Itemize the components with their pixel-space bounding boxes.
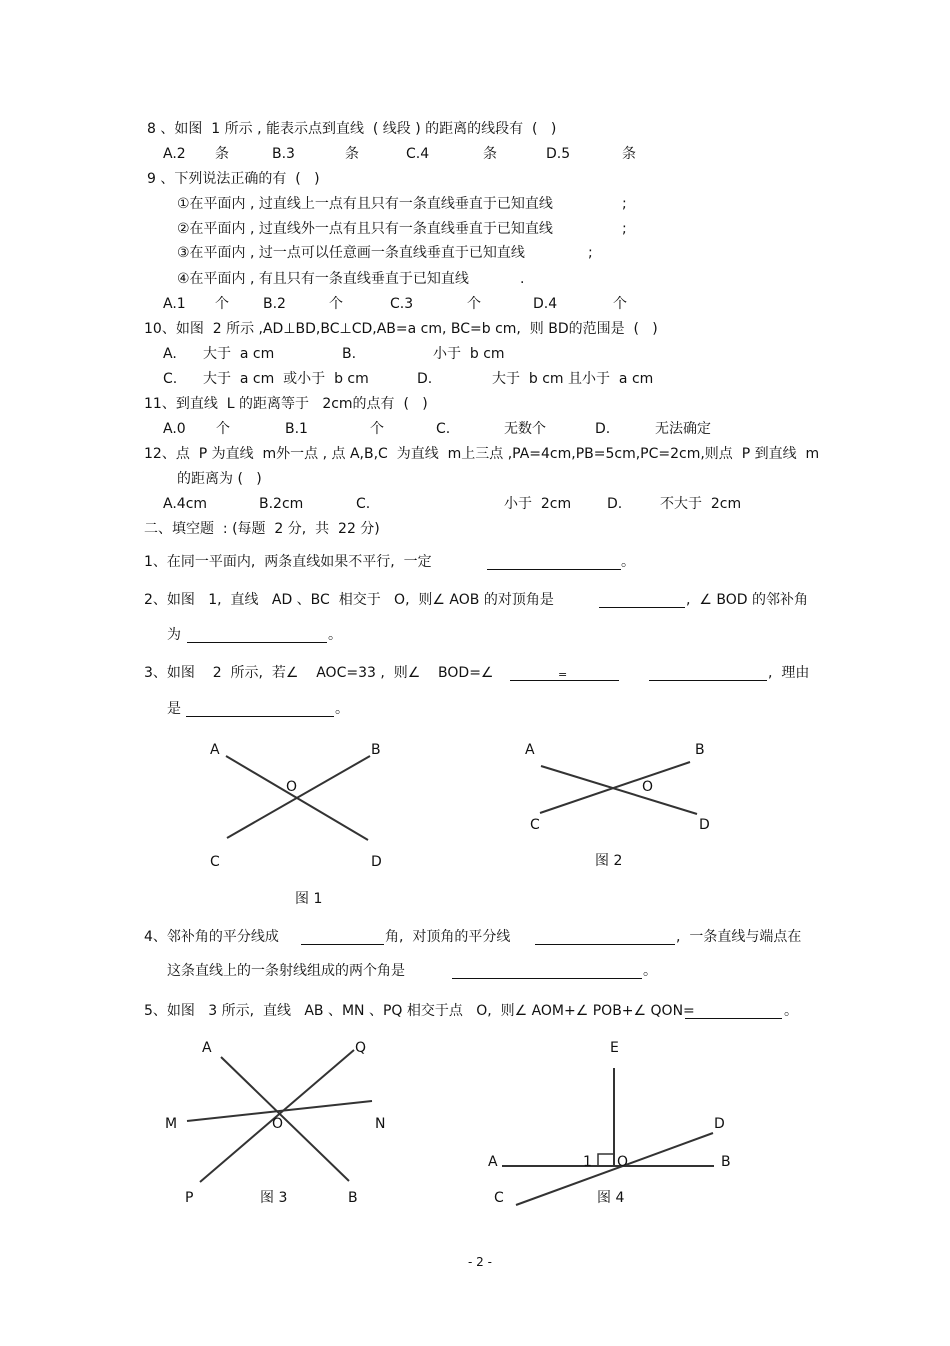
fig2-caption: 图 2 (595, 853, 623, 869)
fig1-label-d: D (371, 854, 382, 870)
q9-option-c: C.3 (390, 296, 414, 312)
q9-option-d: D.4 (533, 296, 558, 312)
fig1-label-a: A (210, 742, 220, 758)
section-title: 二、填空题 : (每题 2 分, 共 22 分) (144, 521, 380, 537)
fill4-line2: 这条直线上的一条射线组成的两个角是 (167, 963, 405, 979)
q11-option-b: B.1 (285, 421, 308, 437)
fig3-label-p: P (185, 1190, 194, 1206)
q8-option-c-unit: 条 (483, 146, 497, 162)
q9-option-b-unit: 个 (329, 296, 343, 312)
fill4-blank-1[interactable] (301, 943, 384, 945)
fig4-label-b: B (721, 1154, 731, 1170)
q12-option-b: B.2cm (259, 496, 304, 512)
fig3-label-n: N (375, 1116, 386, 1132)
q10-option-b-text: 小于 b cm (433, 346, 505, 362)
q9-statement-3-punct: ; (588, 245, 593, 261)
fill2-text: 2、如图 1, 直线 AD 、BC 相交于 O, 则∠ AOB 的对顶角是 (144, 592, 554, 608)
fig1-label-o: O (286, 779, 298, 795)
q12-stem-line1: 12、点 P 为直线 m外一点 , 点 A,B,C 为直线 m上三点 ,PA=4cm,PB=5cm,PC=2cm,则点 P 到直线 m (144, 446, 820, 462)
fig3-label-q: Q (355, 1040, 367, 1056)
q9-statement-2: ②在平面内 , 过直线外一点有且只有一条直线垂直于已知直线 (177, 221, 553, 237)
fig2-label-c: C (530, 817, 540, 833)
q12-option-c-text: 小于 2cm (504, 496, 572, 512)
fig1-caption: 图 1 (295, 891, 323, 907)
q10-option-b-letter: B. (342, 346, 357, 362)
q9-statement-2-punct: ; (622, 221, 627, 237)
fig1-label-c: C (210, 854, 220, 870)
fig4-label-c: C (494, 1190, 504, 1206)
q11-option-a-unit: 个 (216, 421, 230, 437)
fill5-text: 5、如图 3 所示, 直线 AB 、MN 、PQ 相交于点 O, 则∠ AOM+∠ POB+∠ QON= (144, 1003, 695, 1019)
fill4-end: 。 (643, 963, 657, 979)
q8-option-b-unit: 条 (345, 146, 359, 162)
q10-option-c-letter: C. (163, 371, 178, 387)
fig3-line-ab (221, 1057, 349, 1181)
q9-option-b: B.2 (263, 296, 286, 312)
q10-option-c-text: 大于 a cm 或小于 b cm (203, 371, 369, 387)
q10-option-d-letter: D. (417, 371, 433, 387)
q11-option-c-letter: C. (436, 421, 451, 437)
q8-stem: 8 、如图 1 所示 , 能表示点到直线 ( 线段 ) 的距离的线段有 ( ) (147, 121, 557, 137)
page-number: - 2 - (468, 1255, 492, 1269)
fill1-end: 。 (621, 554, 635, 570)
fill3-text: 3、如图 2 所示, 若∠ AOC=33 , 则∠ BOD=∠ (144, 665, 494, 681)
q12-option-a: A.4cm (163, 496, 208, 512)
q9-statement-1-punct: ; (622, 196, 627, 212)
fig2-label-a: A (525, 742, 535, 758)
fill4-blank-3[interactable] (452, 977, 642, 979)
q8-option-b: B.3 (272, 146, 295, 162)
q8-option-a-unit: 条 (215, 146, 229, 162)
fill4-mid2: , 一条直线与端点在 (676, 929, 802, 945)
q9-statement-3: ③在平面内 , 过一点可以任意画一条直线垂直于已知直线 (177, 245, 525, 261)
fill5-end: 。 (784, 1003, 798, 1019)
fig3-label-a: A (202, 1040, 212, 1056)
q9-option-c-unit: 个 (467, 296, 481, 312)
q9-option-d-unit: 个 (613, 296, 627, 312)
fig4-label-1: 1 (583, 1154, 592, 1170)
fill3-tail: , 理由 (768, 665, 810, 681)
fig3-caption: 图 3 (260, 1190, 288, 1206)
fill4-text: 4、邻补角的平分线成 (144, 929, 279, 945)
fig4-label-e: E (610, 1040, 619, 1056)
fill4-blank-2[interactable] (535, 943, 675, 945)
q9-statement-1: ①在平面内 , 过直线上一点有且只有一条直线垂直于已知直线 (177, 196, 553, 212)
q11-option-d-text: 无法确定 (655, 421, 711, 437)
fill2-mid: , ∠ BOD 的邻补角 (686, 592, 808, 608)
fill3-end: 。 (335, 701, 349, 717)
q9-stem: 9 、下列说法正确的有 ( ) (147, 171, 320, 187)
q10-option-d-text: 大于 b cm 且小于 a cm (492, 371, 654, 387)
fill2-end: 。 (328, 627, 342, 643)
q11-stem: 11、到直线 L 的距离等于 2cm的点有 ( ) (144, 396, 428, 412)
q8-option-c: C.4 (406, 146, 430, 162)
fig2-label-d: D (699, 817, 710, 833)
q11-option-b-unit: 个 (370, 421, 384, 437)
fill1-text: 1、在同一平面内, 两条直线如果不平行, 一定 (144, 554, 432, 570)
fig3-label-m: M (165, 1116, 178, 1132)
fig4-caption: 图 4 (597, 1190, 625, 1206)
fill5-blank[interactable] (685, 1017, 782, 1019)
fig3-label-b: B (348, 1190, 358, 1206)
q12-option-d-letter: D. (607, 496, 623, 512)
fill2-line2: 为 (167, 627, 181, 643)
fig1-label-b: B (371, 742, 381, 758)
q11-option-d-letter: D. (595, 421, 611, 437)
fig4-right-angle-mark (598, 1154, 614, 1166)
q9-option-a: A.1 (163, 296, 186, 312)
fig4-label-a: A (488, 1154, 498, 1170)
q9-statement-4: ④在平面内 , 有且只有一条直线垂直于已知直线 (177, 271, 469, 287)
q12-stem-line2: 的距离为 ( ) (177, 471, 262, 487)
q12-option-c-letter: C. (356, 496, 371, 512)
q11-option-c-text: 无数个 (504, 421, 546, 437)
fill3-line2: 是 (167, 701, 181, 717)
q9-option-a-unit: 个 (215, 296, 229, 312)
fig2-label-b: B (695, 742, 705, 758)
fill4-mid1: 角, 对顶角的平分线 (385, 929, 511, 945)
fill3-equals: = (558, 668, 568, 681)
fig2-line-ad (541, 766, 697, 814)
q9-statement-4-punct: . (520, 271, 525, 287)
q10-stem: 10、如图 2 所示 ,AD⊥BD,BC⊥CD,AB=a cm, BC=b cm, 则 BD的范围是 ( ) (144, 321, 658, 337)
fig2-label-o: O (642, 779, 654, 795)
q8-option-a: A.2 (163, 146, 186, 162)
q8-option-d-unit: 条 (622, 146, 636, 162)
q12-option-d-text: 不大于 2cm (660, 496, 742, 512)
q10-option-a-letter: A. (163, 346, 177, 362)
q8-option-d: D.5 (546, 146, 571, 162)
fig4-label-d: D (714, 1116, 725, 1132)
fig3-label-o: O (272, 1116, 284, 1132)
fig4-label-o: O (617, 1154, 629, 1170)
q11-option-a: A.0 (163, 421, 186, 437)
q10-option-a-text: 大于 a cm (203, 346, 275, 362)
